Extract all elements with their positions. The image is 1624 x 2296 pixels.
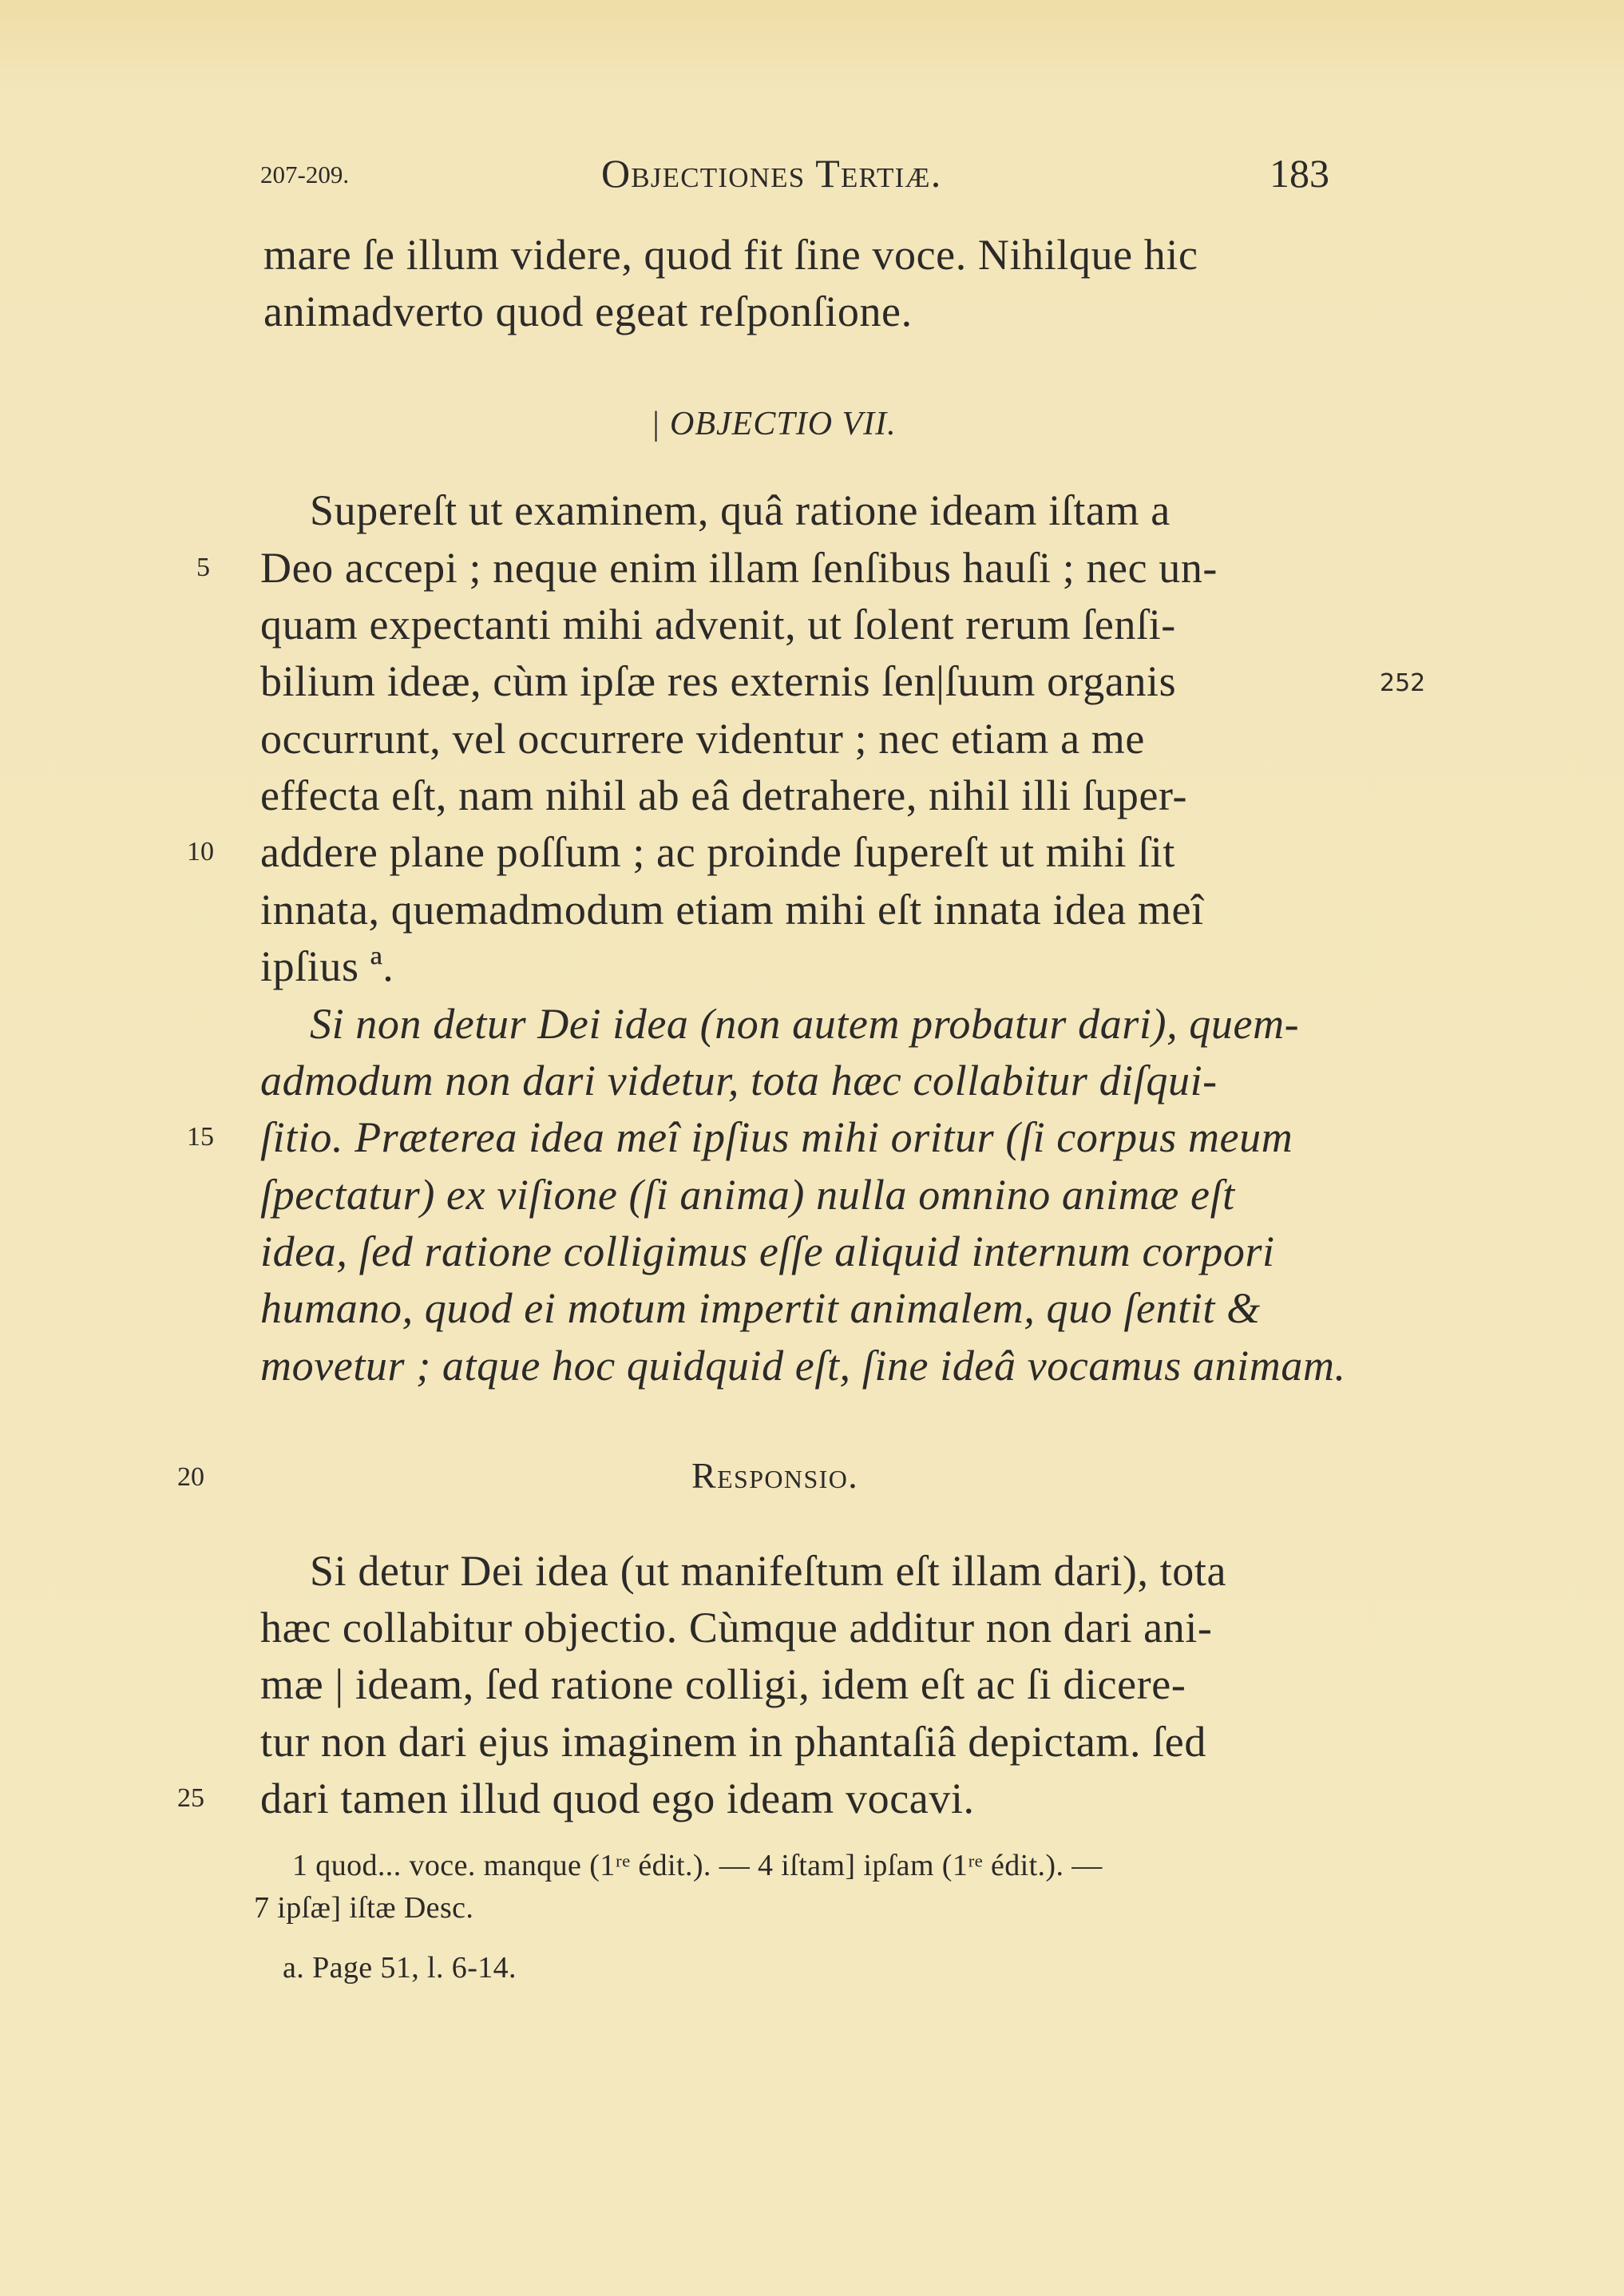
response-title: Responsio. <box>691 1455 859 1496</box>
italic-line-6: humano, quod ei motum impertit animalem, quo ſentit & <box>260 1284 1261 1332</box>
objection-line-8: innata, quemadmodum etiam mihi eſt innata idea meî <box>260 886 1204 934</box>
italic-line-2: admodum non dari videtur, tota hæc collabitur diſqui- <box>260 1057 1218 1104</box>
footnote-reference: a. Page 51, l. 6-14. <box>283 1951 517 1985</box>
header-page-number: 183 <box>1269 151 1329 196</box>
line-number-20: 20 <box>177 1462 204 1492</box>
response-line-2: hæc collabitur objectio. Cùmque additur non dari ani- <box>260 1604 1213 1652</box>
objection-line-5: occurrunt, vel occurrere videntur ; nec etiam a me <box>260 715 1145 763</box>
margin-page-reference: 252 <box>1380 669 1426 697</box>
footnote-line-2: 7 ipſæ] iſtæ Desc. <box>254 1891 474 1925</box>
response-line-3: mæ | ideam, ſed ratione colligi, idem eſt ac ſi dicere- <box>260 1660 1186 1708</box>
italic-line-7: movetur ; atque hoc quidquid eſt, ſine ideâ vocamus animam. <box>260 1342 1346 1390</box>
header-range: 207-209. <box>260 161 350 188</box>
objection-line-1: Supereſt ut examinem, quâ ratione ideam iſtam a <box>310 486 1170 534</box>
objection-line-7: addere plane poſſum ; ac proinde ſupereſt ut mihi ſit <box>260 828 1175 876</box>
objection-line-6: effecta eſt, nam nihil ab eâ detrahere, nihil illi ſuper- <box>260 771 1188 819</box>
line-number-5: 5 <box>196 553 210 582</box>
response-line-5: dari tamen illud quod ego ideam vocavi. <box>260 1775 975 1822</box>
response-line-4: tur non dari ejus imaginem in phantaſiâ depictam. ſed <box>260 1718 1206 1766</box>
header-title: Objectiones Tertiæ. <box>601 151 942 196</box>
response-line-1: Si detur Dei idea (ut manifeſtum eſt illam dari), tota <box>310 1547 1227 1595</box>
intro-line-1: mare ſe illum videre, quod fit ſine voce. Nihilque hic <box>263 231 1198 279</box>
line-number-10: 10 <box>187 837 214 866</box>
intro-line-2: animadverto quod egeat reſponſione. <box>263 287 913 335</box>
objection-line-9: ipſius ª. <box>260 942 394 990</box>
objection-title: | OBJECTIO VII. <box>651 406 897 442</box>
objection-line-2: Deo accepi ; neque enim illam ſenſibus hauſi ; nec un- <box>260 544 1218 592</box>
objection-line-3: quam expectanti mihi advenit, ut ſolent rerum ſenſi- <box>260 601 1176 648</box>
line-number-25: 25 <box>177 1783 204 1813</box>
footnote-line-1: 1 quod... voce. manque (1ʳᵉ édit.). — 4 iſtam] ipſam (1ʳᵉ édit.). — <box>292 1849 1103 1882</box>
italic-line-1: Si non detur Dei idea (non autem probatur dari), quem- <box>310 1000 1300 1048</box>
italic-line-5: idea, ſed ratione colligimus eſſe aliquid internum corpori <box>260 1227 1275 1275</box>
italic-line-3: ſitio. Præterea idea meî ipſius mihi oritur (ſi corpus meum <box>260 1113 1293 1161</box>
line-number-15: 15 <box>187 1122 214 1152</box>
italic-line-4: ſpectatur) ex viſione (ſi anima) nulla omnino animæ eſt <box>260 1171 1235 1219</box>
objection-line-4: bilium ideæ, cùm ipſæ res externis ſen|ſuum organis <box>260 657 1177 705</box>
